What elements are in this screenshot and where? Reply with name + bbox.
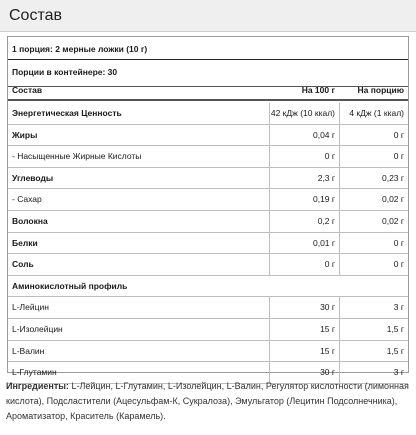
section-title: Состав: [9, 7, 62, 24]
nutrient-name: - Насыщенные Жирные Кислоты: [12, 151, 142, 162]
nutrient-name: - Сахар: [12, 194, 42, 205]
per-100g-value: 15 г: [269, 341, 339, 362]
table-row: [8, 103, 408, 125]
table-row: [8, 319, 408, 341]
per-serving-value: 3 г: [339, 362, 408, 383]
nutrient-name: Волокна: [12, 216, 48, 226]
per-serving-value: 1,5 г: [339, 341, 408, 362]
nutrient-name: L-Лейцин: [12, 302, 49, 313]
per-100g-value: 42 кДж (10 ккал): [269, 103, 339, 124]
nutrient-name: L-Изолейцин: [12, 324, 63, 334]
nutrient-name: Жиры: [12, 129, 38, 140]
per-100g-value: 0 г: [269, 254, 339, 275]
per-100g-value: 0,2 г: [269, 211, 339, 232]
per-serving-value: 3 г: [339, 297, 408, 318]
per-serving-value: 1,5 г: [339, 319, 408, 340]
ingredients-text: [6, 379, 410, 424]
per-100g-value: 15 г: [269, 319, 339, 340]
nutrient-name: Соль: [12, 259, 34, 270]
nutrient-name: Белки: [12, 237, 38, 248]
per-serving-value: 0 г: [339, 146, 408, 167]
per-100g-value: 2,3 г: [269, 168, 339, 189]
per-100g-value: 0,19 г: [269, 189, 339, 210]
nutrient-name: Энергетическая Ценность: [12, 108, 122, 118]
nutrient-name: Аминокислотный профиль: [12, 280, 128, 291]
per-100g-value: 30 г: [269, 297, 339, 318]
table-row: [8, 276, 408, 298]
table-row: [8, 189, 408, 211]
section-header: [0, 0, 416, 32]
table-row: [8, 233, 408, 255]
per-serving-value: 0 г: [339, 233, 408, 254]
per-100g-value: [269, 276, 339, 297]
ingredients-label: Ингредиенты:: [6, 381, 69, 391]
per-serving-value: 0 г: [339, 254, 408, 275]
table-row: [8, 146, 408, 168]
divider: [8, 59, 408, 60]
nutrient-name: L-Валин: [12, 345, 45, 356]
column-header-name: Состав: [12, 85, 43, 95]
column-header-per100: На 100 г: [301, 85, 335, 95]
nutrition-panel: [7, 36, 409, 378]
nutrient-name: Углеводы: [12, 172, 54, 183]
per-serving-value: 0,02 г: [339, 189, 408, 210]
table-row: [8, 168, 408, 190]
table-row: [8, 211, 408, 233]
per-100g-value: 0 г: [269, 146, 339, 167]
per-serving-value: 4 кДж (1 ккал): [339, 103, 408, 124]
nutrient-name: L-Глутамин: [12, 367, 57, 378]
table-row: [8, 254, 408, 276]
table-row: [8, 125, 408, 147]
per-serving-value: [339, 276, 408, 297]
per-100g-value: 30 г: [269, 362, 339, 383]
table-header-row: [8, 80, 408, 101]
per-100g-value: 0,01 г: [269, 233, 339, 254]
per-100g-value: 0,04 г: [269, 125, 339, 146]
per-serving-value: 0,23 г: [339, 168, 408, 189]
per-serving-value: 0 г: [339, 125, 408, 146]
table-row: [8, 297, 408, 319]
per-serving-value: 0,02 г: [339, 211, 408, 232]
table-row: [8, 341, 408, 363]
column-header-serving: На порцию: [357, 85, 404, 95]
servings-per-container: Порции в контейнере: 30: [12, 67, 118, 77]
ingredients-list: L-Лейцин, L-Глутамин, L-Изолейцин, L-Валин, Регулятор кислотности (лимонная кислота), Подсластители (Ацесульфам-К, Сукралоза), Эмульгатор (Лецитин Подсолнечника), Ароматизатор, Краситель (Карамель).: [6, 381, 409, 421]
serving-size: 1 порция: 2 мерные ложки (10 г): [12, 44, 148, 54]
